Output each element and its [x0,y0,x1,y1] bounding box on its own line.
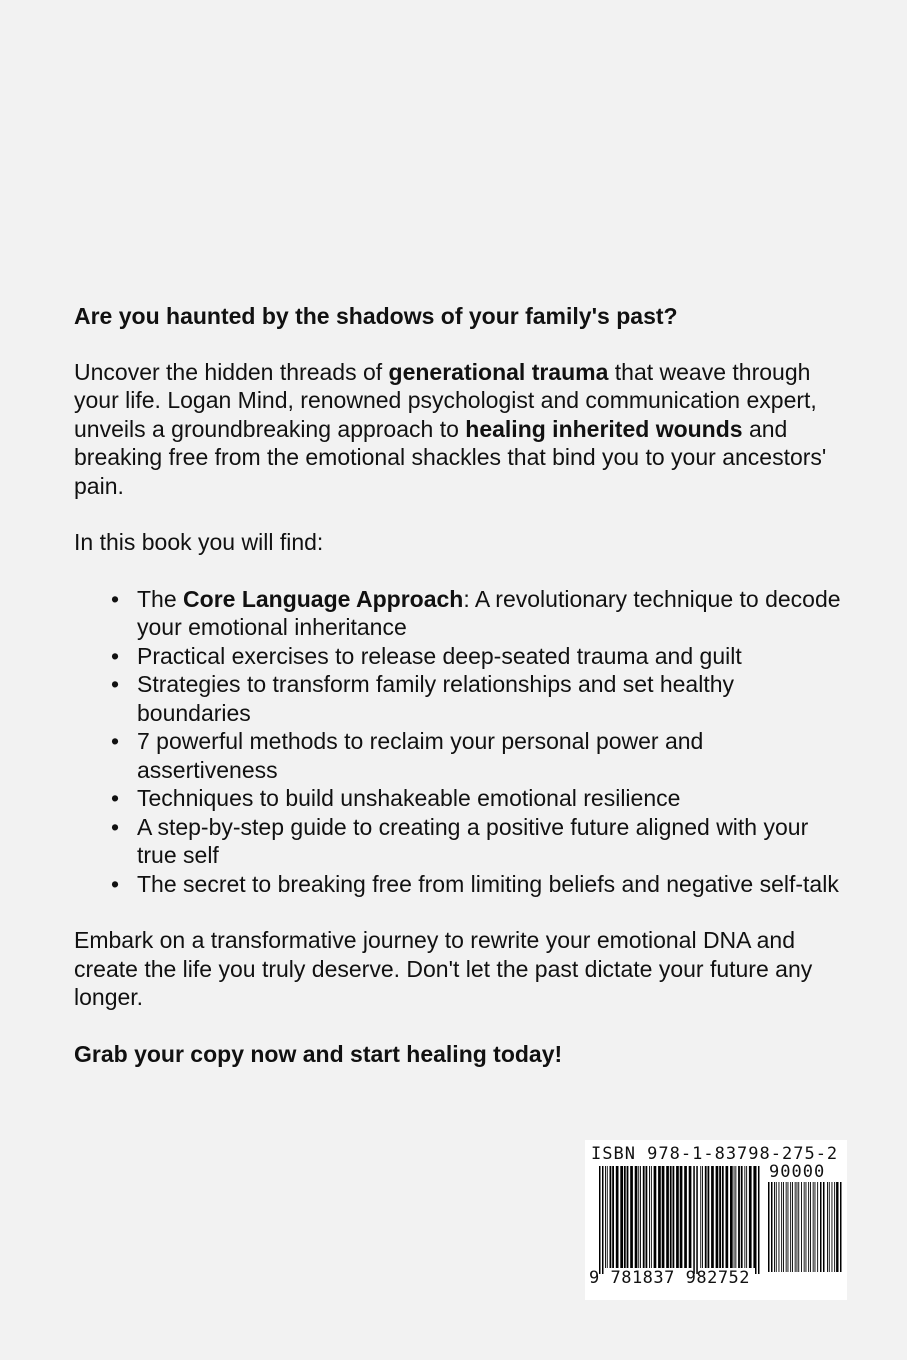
barcode-bar [693,1166,695,1274]
feature-item: • Strategies to transform family relationships and set healthy boundaries [137,670,844,727]
barcode-bar [662,1166,665,1268]
barcode-bar [820,1182,822,1272]
barcode-bar [607,1166,608,1268]
intro-text-2: that weave through your life. Logan Mind, renowned psychologist and communication expert, unveils a groundbreaking approach to [74,358,817,442]
barcode-bar [702,1166,703,1268]
barcode-bar [730,1166,733,1268]
barcode-bar [649,1166,650,1268]
barcode-bar [696,1166,698,1274]
barcode-bar [768,1182,770,1272]
barcode-bar [776,1182,777,1272]
barcode-bar [700,1166,701,1268]
barcode-bar [654,1166,657,1268]
barcode-bar [810,1182,811,1272]
intro-text-1: Uncover the hidden threads of [74,358,389,385]
barcode-bar [630,1166,633,1268]
barcode-bar [755,1166,757,1274]
barcode-bar [783,1182,784,1272]
barcode-bar [624,1166,626,1268]
barcode-digits: 9 781837 982752 [589,1268,751,1288]
barcode-bar [788,1182,789,1272]
barcode-bar [744,1166,745,1268]
barcode-bar [758,1166,760,1274]
barcode-bar [834,1182,835,1272]
barcode-bar [638,1166,639,1268]
barcode-bar [735,1166,736,1268]
barcode-bar [646,1166,648,1268]
barcode-bar [823,1182,825,1272]
intro-bold-healing-inherited-wounds: healing inherited wounds [465,415,743,442]
barcode-bar [790,1182,791,1272]
barcode-bar [719,1166,721,1268]
barcode-bar [798,1182,799,1272]
list-intro: In this book you will find: [74,529,324,555]
price-addon: 90000 [769,1162,826,1182]
barcode-bar [840,1182,842,1272]
barcode-bar [734,1166,735,1268]
isbn-barcode [585,1140,847,1300]
barcode-bar [827,1182,828,1272]
barcode-bar [749,1166,752,1268]
barcode-bar [620,1166,623,1268]
barcode-bar [711,1166,714,1268]
barcode-bar [670,1166,672,1268]
barcode-bar [708,1166,710,1268]
barcode-bar [716,1166,719,1268]
barcode-bar [804,1182,805,1272]
call-to-action: Grab your copy now and start healing today! [74,1040,563,1067]
barcode-bar [837,1182,839,1272]
back-cover-text [74,302,844,1068]
barcode-bar [808,1182,809,1272]
barcode-bar [689,1166,692,1268]
feature-item: • The secret to breaking free from limiting beliefs and negative self-talk [137,870,844,899]
barcode-bar [786,1182,787,1272]
barcode-bar [599,1166,601,1274]
feature-list [74,585,844,899]
barcode-bar [817,1182,818,1272]
barcode-bar [774,1182,775,1272]
barcode-bar [726,1166,729,1268]
barcode-bar [627,1166,629,1268]
feature-item: • A step-by-step guide to creating a positive future aligned with your true self [137,813,844,870]
barcode-bar [832,1182,833,1272]
intro-paragraph [74,358,844,501]
barcode-bar [635,1166,638,1268]
isbn-label: ISBN 978-1-83798-275-2 [591,1144,839,1164]
barcode-bar [792,1182,793,1272]
barcode-bar [605,1166,606,1268]
barcode-bar [801,1182,802,1272]
intro-text-3: and breaking free from the emotional shackles that bind you to your ancestors' pain. [74,415,827,499]
barcode-bar [651,1166,652,1268]
feature-rest: : A revolutionary technique to decode your emotional inheritance [137,585,841,640]
feature-item: • 7 powerful methods to reclaim your personal power and assertiveness [137,727,844,784]
feature-item [137,585,844,642]
barcode-bar [612,1166,614,1268]
feature-item: • Practical exercises to release deep-seated trauma and guilt [137,642,844,671]
barcode-bar [705,1166,707,1268]
closing-paragraph: Embark on a transformative journey to rewrite your emotional DNA and create the life you truly deserve. Don't let the past dictate your future any longer. [74,927,813,1010]
barcode-bar [829,1182,830,1272]
barcode-bar [722,1166,724,1268]
barcode-bar [795,1182,796,1272]
barcode-bar [779,1182,780,1272]
barcode-bar [738,1166,740,1268]
barcode-bar [684,1166,687,1268]
headline: Are you haunted by the shadows of your family's past? [74,303,678,329]
barcode-bar [741,1166,743,1268]
barcode-bar [806,1182,807,1272]
barcode-bar [813,1182,814,1272]
barcode-bar [836,1182,837,1272]
intro-bold-generational-trauma: generational trauma [388,358,609,385]
barcode-bar [610,1166,612,1268]
barcode-bar [781,1182,782,1272]
barcode-bar [666,1166,669,1268]
barcode-bar [616,1166,619,1268]
feature-bold-core-language-approach: Core Language Approach [183,585,464,612]
barcode-bar [658,1166,661,1268]
feature-item: • Techniques to build unshakeable emotional resilience [137,784,844,813]
barcode-bar [680,1166,683,1268]
barcode-bar [676,1166,679,1268]
barcode-bar [746,1166,747,1268]
barcode-bar [673,1166,675,1268]
barcode-bar [815,1182,816,1272]
barcode-bar [771,1182,773,1272]
barcode-bar [602,1166,604,1274]
barcode-bar [640,1166,641,1268]
barcode-bar [797,1182,798,1272]
barcode-bar [643,1166,645,1268]
feature-prefix: The [137,585,184,612]
